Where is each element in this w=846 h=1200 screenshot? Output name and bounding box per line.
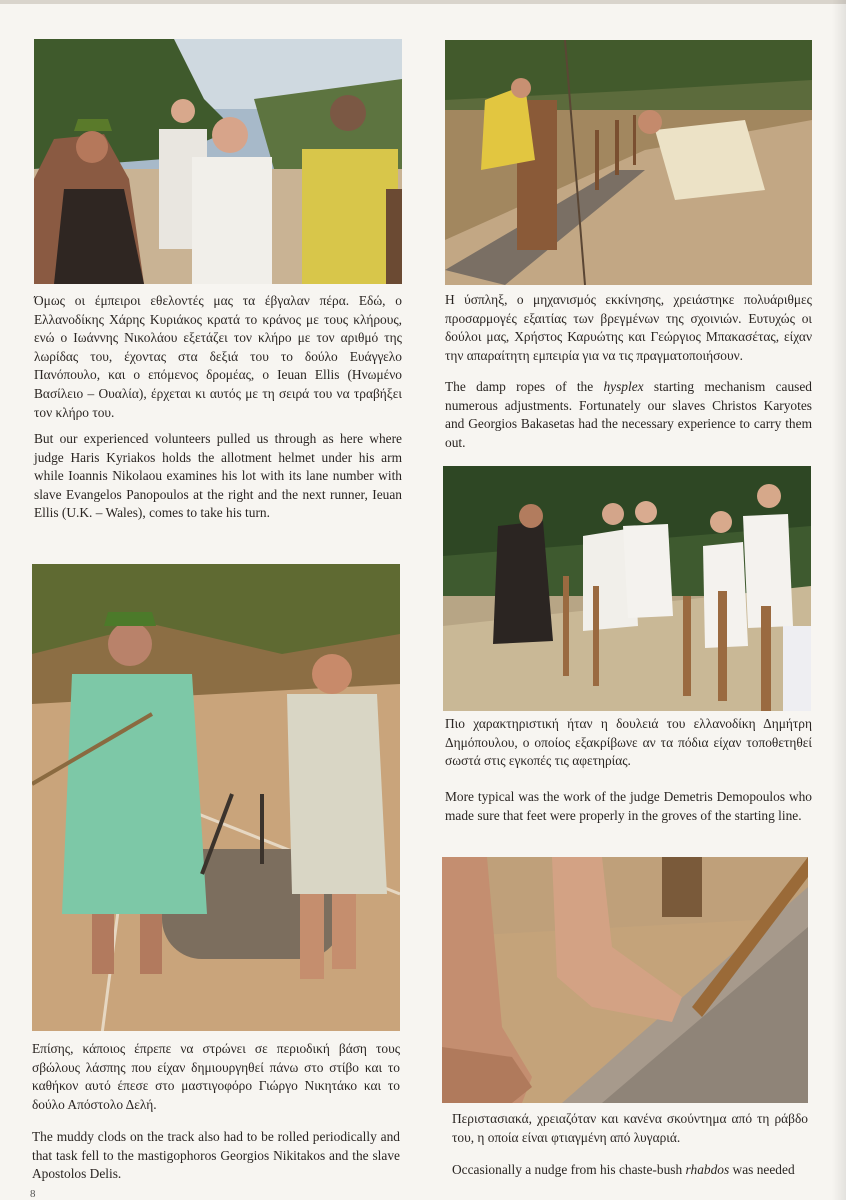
photo-hysplex-ropes (445, 40, 812, 285)
caption-5-english-pre: Occasionally a nudge from his chaste-bush (452, 1162, 686, 1177)
photo-rolling-track (32, 564, 400, 1031)
binding-shadow (832, 0, 846, 1200)
caption-1-greek: Όμως οι έμπειροι εθελοντές μας τα έβγαλαν πέρα. Εδώ, ο Ελλανοδίκης Χάρης Κυριάκος κρατά το κράνος με τους κλήρους, ενώ ο Ιωάννης Νικολάου εξετάζει τον κλήρο με τον αριθμό της λωρίδας του, έχοντας στα δεξιά του το δούλο Ευάγγελο Πανόπουλο, και ο επόμενος δρομέας, ο Ieuan Ellis (Ηνωμένο Βασίλειο – Ουαλία), έρχεται κι αυτός με τη σειρά του να τραβήξει τον κλήρο του. (34, 293, 402, 420)
top-rule (0, 0, 846, 4)
caption-2-english-pre: The damp ropes of the (445, 379, 604, 394)
caption-3-english: The muddy clods on the track also had to be rolled periodically and that task fell to the mastigophoros Georgios Nikitakos and the slave Apostolos Delis. (32, 1129, 400, 1182)
caption-2-english (445, 378, 812, 452)
caption-4-greek: Πιο χαρακτηριστική ήταν η δουλειά του ελλανοδίκη Δημήτρη Δημόπουλου, ο οποίος εξακρίβωνε αν τα πόδια είχαν τοποθετηθεί σωστά στις εγκοπές τις αφετηρίας. (445, 716, 812, 769)
photo-foot-rhabdos (442, 857, 808, 1103)
caption-5-english-term: rhabdos (685, 1162, 730, 1177)
photo-judge-feet (443, 466, 811, 711)
caption-4-english: More typical was the work of the judge Demetris Demopoulos who made sure that feet were properly in the groves of the starting line. (445, 789, 812, 823)
page-number: 8 (30, 1188, 36, 1200)
caption-2-greek: Η ύσπληξ, ο μηχανισμός εκκίνησης, χρειάστηκε πολυάριθμες προσαρμογές εξαιτίας των βρεγμένων της σχοινιών. Ευτυχώς οι δούλοι μας, Χρήστος Καρυώτης και Γεώργιος Μπακασέτας, είχαν την απαραίτητη εμπειρία για να τις πραγματοποιήσουν. (445, 292, 812, 363)
caption-2-english-term: hysplex (603, 379, 644, 394)
caption-2-english-post: starting mechanism caused numerous adjustments. Fortunately our slaves Christos Karyotes and Georgios Bakasetas had the necessary experience to carry them out. (445, 379, 813, 450)
caption-5-greek: Περιστασιακά, χρειαζόταν και κανένα σκούντημα από τη ράβδο του, η οποία είναι φτιαγμένη από λυγαριά. (452, 1111, 808, 1145)
caption-3-greek: Επίσης, κάποιος έπρεπε να στρώνει σε περιοδική βάση τους σβώλους λάσπης που είχαν δημιουργηθεί πάνω στο στίβο και το καθήκον αυτό έπεσε στο μαστιγοφόρο Γιώργο Νικητάκο και το δούλο Απόστολο Δελή. (32, 1041, 400, 1112)
caption-5-english (452, 1161, 808, 1180)
caption-5-english-post: was needed (729, 1162, 795, 1177)
photo-allotment-helmet (34, 39, 402, 284)
caption-1-english: But our experienced volunteers pulled us through as here where judge Haris Kyriakos holds the allotment helmet under his arm while Ioannis Nikolaou examines his lot with its lane number with slave Evangelos Panopoulos at the right and the next runner, Ieuan Ellis (U.K. – Wales), comes to take his turn. (34, 431, 402, 521)
